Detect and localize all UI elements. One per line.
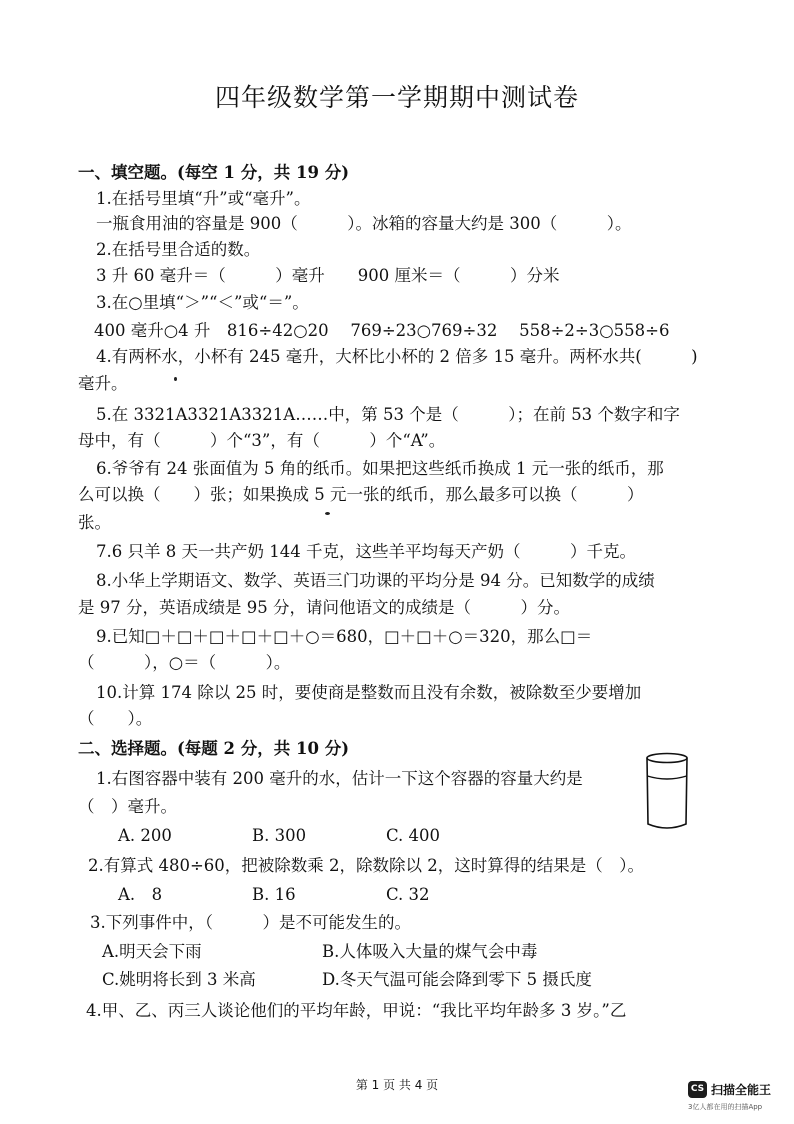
q5-cont: 母中，有（ ）个“3”，有（ ）个“A”。 xyxy=(78,431,446,450)
exam-title: 四年级数学第一学期期中测试卷 xyxy=(214,83,579,112)
q9-line: 9.已知□＋□＋□＋□＋□＋○＝680，□＋□＋○＝320，那么□＝ xyxy=(96,627,593,646)
q2-line: 2.在括号里合适的数。 xyxy=(96,240,261,259)
q9-cont: （ ），○＝（ ）。 xyxy=(78,653,291,672)
q6-cont2: 张。 xyxy=(78,513,111,532)
q8-cont: 是 97 分，英语成绩是 95 分，请问他语文的成绩是（ ）分。 xyxy=(78,598,570,617)
mc2-line: 2.有算式 480÷60，把被除数乘 2，除数除以 2，这时算得的结果是（ ）。 xyxy=(88,856,645,875)
q10-line: 10.计算 174 除以 25 时，要使商是整数而且没有余数，被除数至少要增加 xyxy=(96,683,642,702)
camscanner-logo-icon: CS xyxy=(688,1081,707,1098)
scan-speck xyxy=(174,377,177,381)
mc2-option-c: C. 32 xyxy=(386,885,430,904)
q10-cont: （ ）。 xyxy=(78,709,153,728)
mc2-option-a: A. 8 xyxy=(118,885,163,904)
q4-line: 4.有两杯水，小杯有 245 毫升，大杯比小杯的 2 倍多 15 毫升。两杯水共( ) xyxy=(96,347,698,366)
mc1-option-c: C. 400 xyxy=(386,826,441,845)
mc3-option-c: C.姚明将长到 3 米高 xyxy=(102,970,256,989)
mc3-line: 3.下列事件中，（ ）是不可能发生的。 xyxy=(90,913,411,932)
q1-line: 1.在括号里填“升”或“毫升”。 xyxy=(96,189,311,208)
watermark-title: 扫描全能王 xyxy=(711,1083,772,1097)
mc1-cont: （ ）毫升。 xyxy=(78,797,177,816)
mc1-option-a: A. 200 xyxy=(118,826,172,845)
mc3-option-b: B.人体吸入大量的煤气会中毒 xyxy=(322,942,538,961)
mc1-line: 1.右图容器中装有 200 毫升的水，估计一下这个容器的容量大约是 xyxy=(96,769,583,788)
q5-line: 5.在 3321A3321A3321A……中，第 53 个是（ ）；在前 53 个数字和字 xyxy=(96,405,680,424)
watermark-subtitle: 3亿人都在用的扫描App xyxy=(688,1103,763,1111)
scan-speck xyxy=(325,512,330,515)
mc2-option-b: B. 16 xyxy=(252,885,296,904)
q3-body: 400 毫升○4 升 816÷42○20 769÷23○769÷32 558÷2÷3○558÷6 xyxy=(94,321,670,340)
q7-line: 7.6 只羊 8 天一共产奶 144 千克，这些羊平均每天产奶（ ）千克。 xyxy=(96,542,636,561)
mc4-line: 4.甲、乙、丙三人谈论他们的平均年龄，甲说：“我比平均年龄多 3 岁。”乙 xyxy=(86,1001,627,1020)
mc1-option-b: B. 300 xyxy=(252,826,307,845)
q6-line: 6.爷爷有 24 张面值为 5 角的纸币。如果把这些纸币换成 1 元一张的纸币，那 xyxy=(96,459,664,478)
cup-illustration xyxy=(644,752,690,832)
q1-body: 一瓶食用油的容量是 900（ ）。冰箱的容量大约是 300（ ）。 xyxy=(96,214,632,233)
q6-cont1: 么可以换（ ）张；如果换成 5 元一张的纸币，那么最多可以换（ ） xyxy=(78,485,644,504)
mc3-option-a: A.明天会下雨 xyxy=(102,942,202,961)
q2-body: 3 升 60 毫升＝（ ）毫升 900 厘米＝（ ）分米 xyxy=(96,266,560,285)
q4-cont: 毫升。 xyxy=(78,374,128,393)
page-footer: 第 1 页 共 4 页 xyxy=(355,1078,439,1092)
q8-line: 8.小华上学期语文、数学、英语三门功课的平均分是 94 分。已知数学的成绩 xyxy=(96,571,655,590)
q3-line: 3.在○里填“＞”“＜”或“＝”。 xyxy=(96,293,309,312)
mc3-option-d: D.冬天气温可能会降到零下 5 摄氏度 xyxy=(322,970,592,989)
section2-header: 二、选择题。(每题 2 分，共 10 分) xyxy=(78,739,350,758)
section1-header: 一、填空题。(每空 1 分，共 19 分) xyxy=(78,163,350,182)
